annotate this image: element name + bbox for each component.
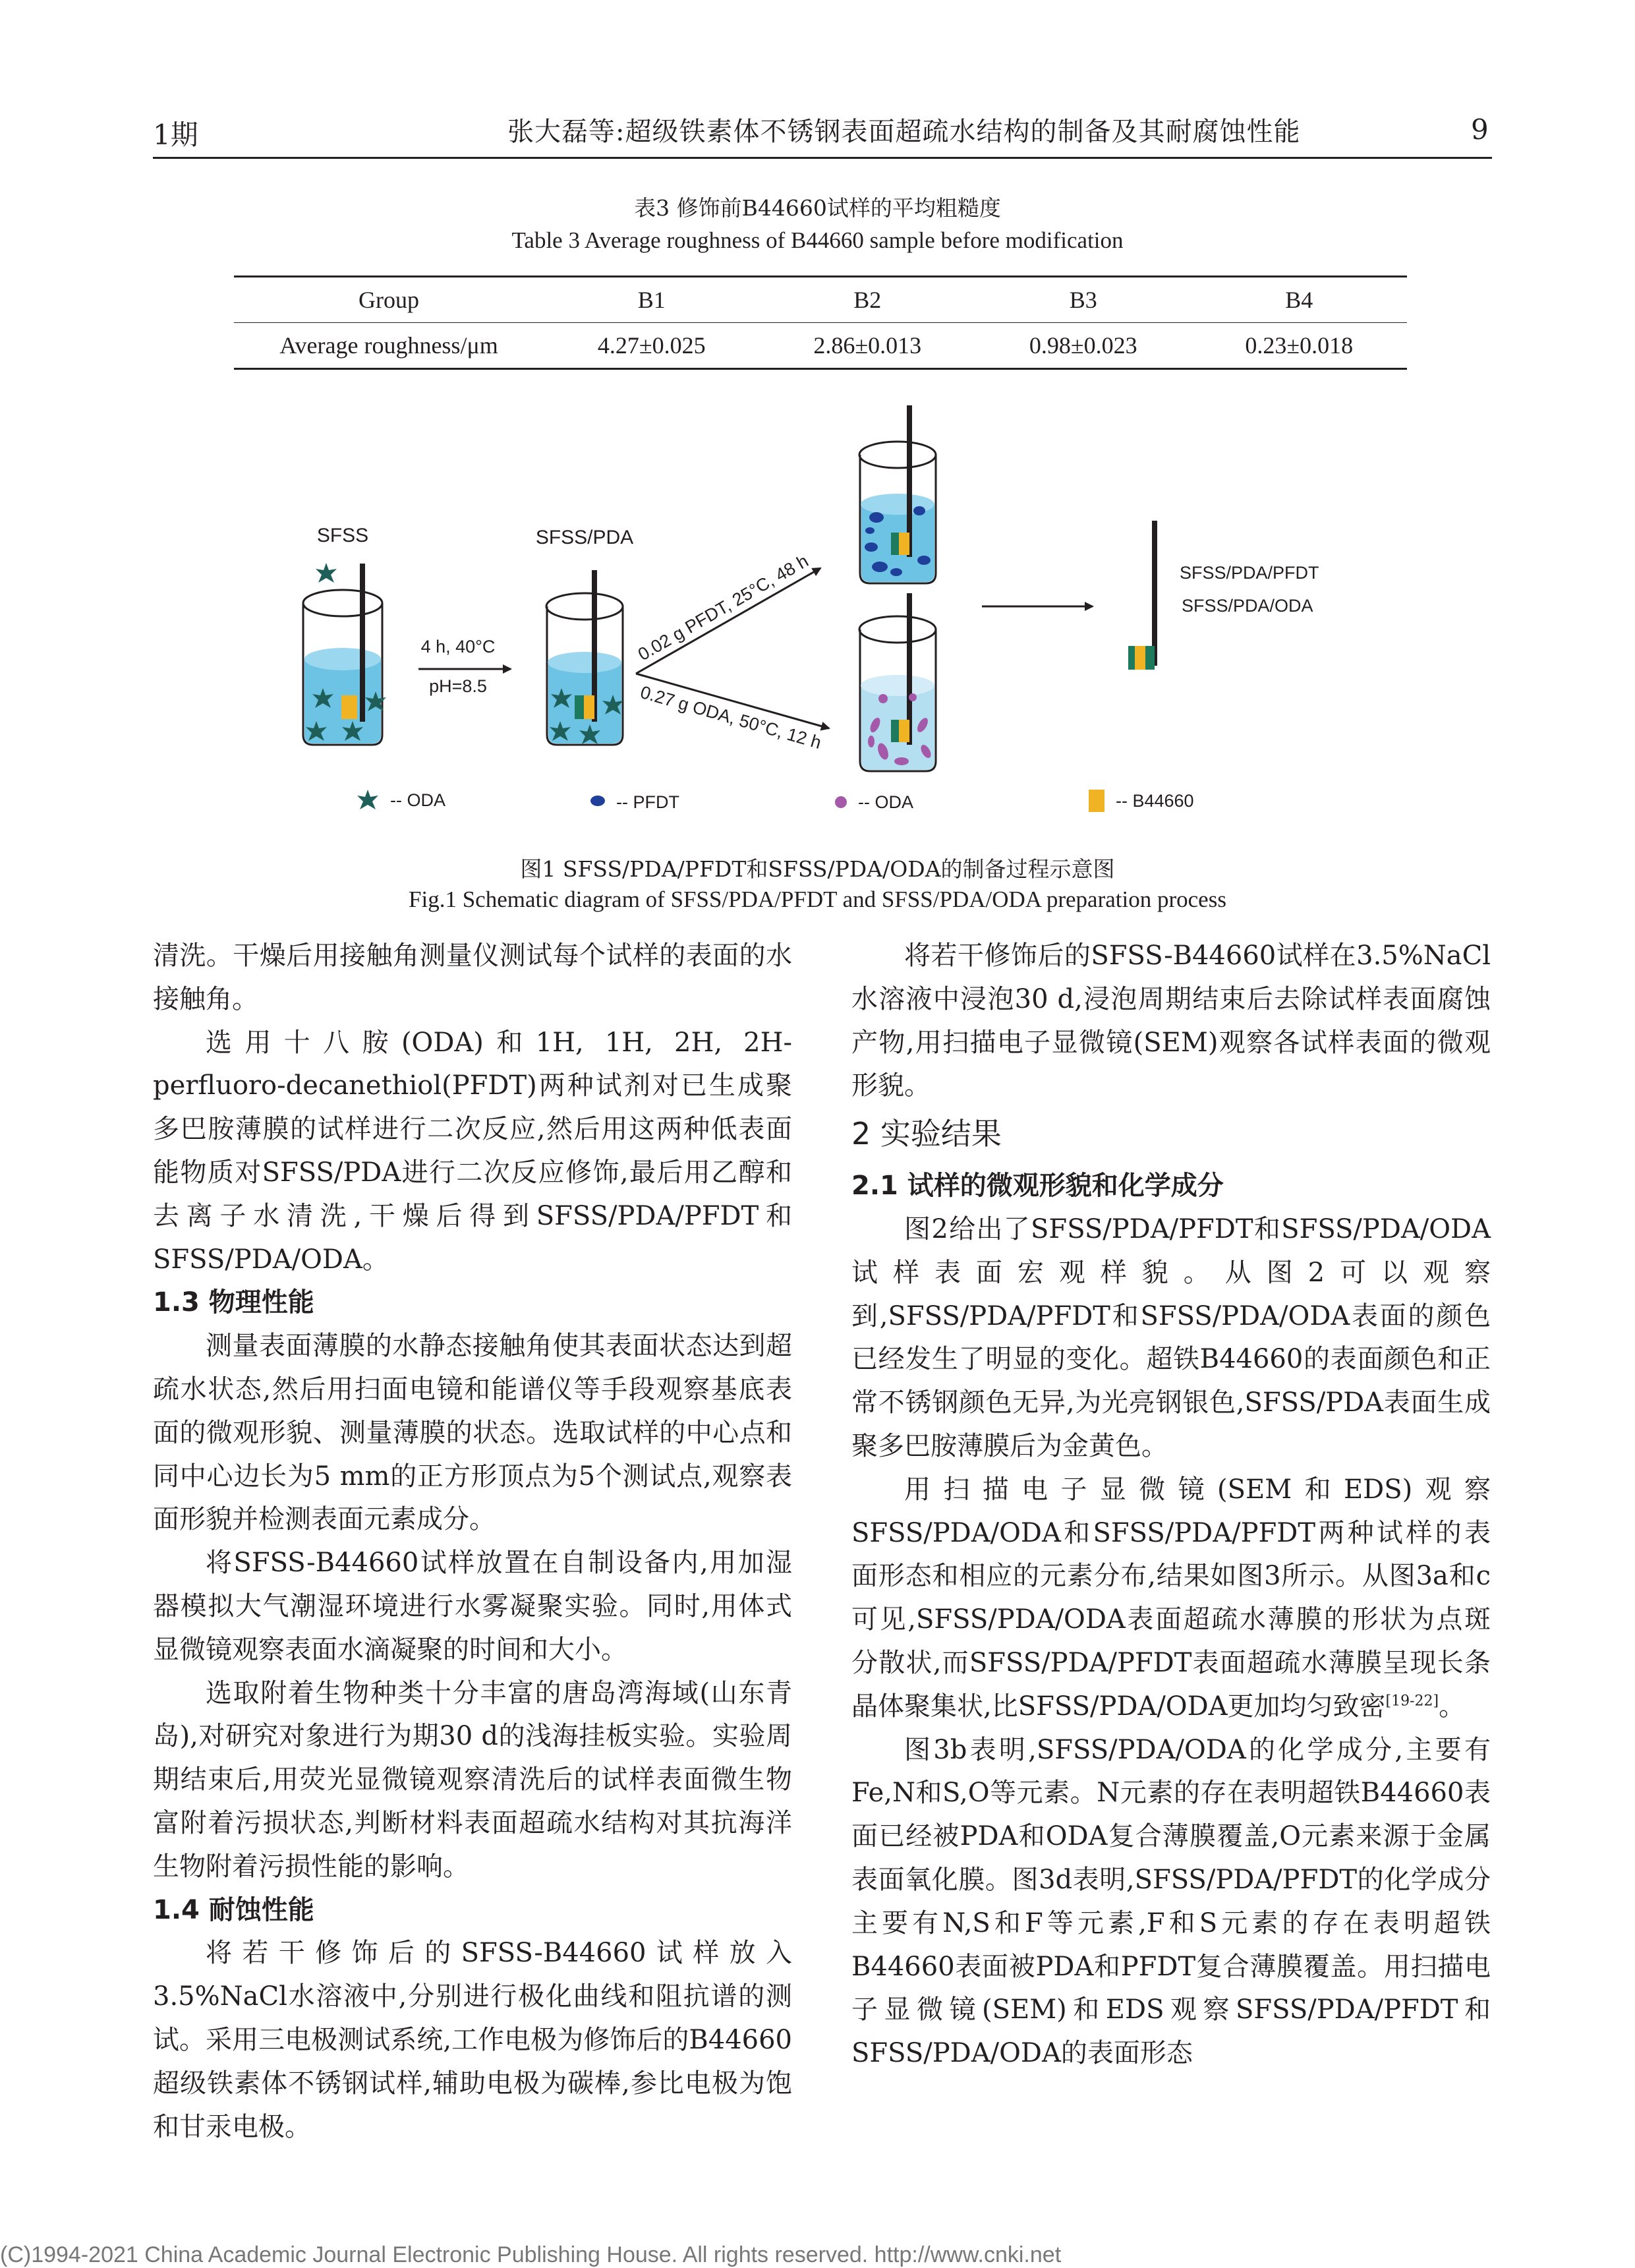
table-header-cell: B3 (1069, 287, 1097, 313)
oda-particle (878, 694, 888, 703)
figure-legend (357, 790, 1194, 812)
pfdt-particle (872, 562, 888, 572)
paragraph-text: 用扫描电子显微镜(SEM和EDS)观察SFSS/PDA/ODA和SFSS/PDA/PFDT两种试样的表面形态和相应的元素分布,结果如图3所示。从图3a和c可见,SFSS/PDA/ODA表面超疏水薄膜的形状为点斑分散状,而SFSS/PDA/PFDT表面超疏水薄膜呈现长条晶体聚集状,比SFSS/PDA/ODA更加均匀致密 (851, 1474, 1491, 1722)
oda-particle (868, 736, 875, 747)
legend-b44660: -- B44660 (1116, 791, 1194, 811)
figure1-caption-cn: 图1 SFSS/PDA/PFDT和SFSS/PDA/ODA的制备过程示意图 (520, 856, 1115, 882)
body-left-column (153, 935, 792, 2149)
pfdt-particle (869, 512, 884, 523)
paragraph: 选用十八胺(ODA)和1H, 1H, 2H, 2H-perfluoro-decanethiol(PFDT)两种试剂对已生成聚多巴胺薄膜的试样进行二次反应,然后用这两种低表面能物质对SFSS/PDA进行二次反应修饰,最后用乙醇和去离子水清洗,干燥后得到SFSS/PDA/PFDT和SFSS/PDA/ODA。 (153, 1027, 792, 1275)
paragraph: 选取附着生物种类十分丰富的唐岛湾海域(山东青岛),对研究对象进行为期30 d的浅海挂板实验。实验周期结束后,用荧光显微镜观察清洗后的试样表面微生物富附着污损状态,判断材料表面超疏水结构对其抗海洋生物附着污损性能的影响。 (153, 1677, 792, 1882)
oda-star-icon (357, 790, 378, 809)
table-cell: 0.23±0.018 (1245, 332, 1354, 359)
oda-star-icon (316, 563, 337, 583)
b44660-icon (1089, 790, 1104, 812)
condition-pfdt: 0.02 g PFDT, 25°C, 48 h (635, 550, 812, 665)
table-cell: 4.27±0.025 (597, 332, 706, 359)
header-rule (153, 157, 1492, 159)
paragraph: 图2给出了SFSS/PDA/PFDT和SFSS/PDA/ODA试样表面宏观样貌。从图2可以观察到,SFSS/PDA/PFDT和SFSS/PDA/ODA表面的颜色已经发生了明显的变化。超铁B44660的表面颜色和正常不锈钢颜色无异,为光亮钢银色,SFSS/PDA表面生成聚多巴胺薄膜后为金黄色。 (851, 1213, 1491, 1461)
table-cell: 0.98±0.023 (1029, 332, 1137, 359)
oda-particle (909, 693, 917, 701)
sample-chip (341, 695, 357, 719)
paragraph: 图3b表明,SFSS/PDA/ODA的化学成分,主要有Fe,N和S,O等元素。N元素的存在表明超铁B44660表面已经被PDA和ODA复合薄膜覆盖,O元素来源于金属表面氧化膜。图3d表明,SFSS/PDA/PFDT的化学成分主要有N,S和F等元素,F和S元素的存在表明超铁B44660表面被PDA和PFDT复合薄膜覆盖。用扫描电子显微镜(SEM)和EDS观察SFSS/PDA/PFDT和SFSS/PDA/ODA的表面形态 (851, 1734, 1491, 2069)
beaker-sfss (303, 563, 386, 745)
paragraph-end: 。 (1439, 1691, 1466, 1722)
label-sfss-pda: SFSS/PDA (535, 527, 634, 548)
table-cell: Average roughness/μm (279, 332, 498, 359)
pfdt-particle (865, 527, 875, 534)
body-right-column (851, 935, 1491, 2076)
issue-label: 1期 (153, 119, 198, 151)
beaker-oda (859, 593, 936, 771)
paragraph: 测量表面薄膜的水静态接触角使其表面状态达到超疏水状态,然后用扫面电镜和能谱仪等手段观察基底表面的微观形貌、测量薄膜的状态。选取试样的中心点和同中心边长为5 mm的正方形顶点为5个测试点,观察表面形貌并检测表面元素成分。 (153, 1331, 792, 1535)
table-header-row (234, 277, 1407, 323)
table3 (234, 276, 1407, 370)
pfdt-particle (913, 506, 925, 515)
label-final-pfdt: SFSS/PDA/PFDT (1180, 563, 1319, 583)
legend-oda-dot: -- ODA (858, 792, 913, 812)
table-header-cell: B2 (853, 287, 882, 313)
condition-oda: 0.27 g ODA, 50°C, 12 h (638, 682, 824, 753)
page-number: 9 (1471, 113, 1489, 146)
condition-time-temp: 4 h, 40°C (420, 637, 496, 656)
paragraph: 将若干修饰后的SFSS-B44660试样放入3.5%NaCl水溶液中,分别进行极化曲线和阻抗谱的测试。采用三电极测试系统,工作电极为修饰后的B44660超级铁素体不锈钢试样,辅助电极为碳棒,参比电极为饱和甘汞电极。 (153, 1938, 792, 2142)
pfdt-particle (917, 556, 931, 565)
pda-layer (575, 695, 584, 719)
oda-particle (894, 757, 909, 765)
pfdt-particle (890, 568, 902, 576)
beaker-sfss-pda (546, 570, 623, 745)
section-heading-1-3: 1.3 物理性能 (153, 1287, 314, 1318)
table-header-cell: Group (359, 287, 419, 313)
process-arrow-pfdt (636, 568, 820, 674)
table3-caption-cn: 表3 修饰前B44660试样的平均粗糙度 (634, 195, 1001, 221)
table-header-cell: B1 (637, 287, 666, 313)
sample-chip (899, 533, 909, 555)
figure1-schematic (0, 395, 1635, 844)
legend-oda-star: -- ODA (390, 790, 445, 810)
oda-dot-icon (835, 796, 847, 808)
label-sfss: SFSS (316, 525, 369, 546)
sample-chip (899, 720, 909, 742)
legend-pfdt: -- PFDT (616, 792, 679, 812)
final-sample (1128, 521, 1155, 670)
citation-ref: [19-22] (1385, 1693, 1439, 1710)
paragraph: 将若干修饰后的SFSS-B44660试样在3.5%NaCl水溶液中浸泡30 d,浸泡周期结束后去除试样表面腐蚀产物,用扫描电子显微镜(SEM)观察各试样表面的微观形貌。 (851, 941, 1491, 1101)
section-heading-2-1: 2.1 试样的微观形貌和化学成分 (851, 1171, 1224, 1202)
section-heading-2: 2 实验结果 (851, 1116, 1002, 1152)
copyright-footer: (C)1994-2021 China Academic Journal Electronic Publishing House. All rights reserved. http://www.cnki.net (0, 2242, 1062, 2267)
label-final-oda: SFSS/PDA/ODA (1182, 596, 1313, 616)
section-heading-1-4: 1.4 耐蚀性能 (153, 1894, 314, 1925)
paragraph: 将SFSS-B44660试样放置在自制设备内,用加湿器模拟大气潮湿环境进行水雾凝聚实验。同时,用体式显微镜观察表面水滴凝聚的时间和大小。 (153, 1548, 792, 1665)
table3-caption-en: Table 3 Average roughness of B44660 sample before modification (511, 227, 1124, 253)
table-header-cell: B4 (1285, 287, 1313, 313)
paragraph: 清洗。干燥后用接触角测量仪测试每个试样的表面的水接触角。 (153, 941, 792, 1014)
running-title: 张大磊等:超级铁素体不锈钢表面超疏水结构的制备及其耐腐蚀性能 (507, 117, 1301, 147)
table-row (234, 323, 1407, 369)
pfdt-particle (865, 542, 878, 552)
figure1-caption-en: Fig.1 Schematic diagram of SFSS/PDA/PFDT and SFSS/PDA/ODA preparation process (409, 887, 1226, 912)
sample-chip (1135, 646, 1145, 670)
pfdt-icon (590, 796, 605, 806)
beaker-pfdt (859, 405, 936, 583)
condition-ph: pH=8.5 (429, 676, 487, 696)
paragraph (851, 1468, 1491, 1729)
sample-chip (584, 695, 594, 719)
table-cell: 2.86±0.013 (813, 332, 922, 359)
